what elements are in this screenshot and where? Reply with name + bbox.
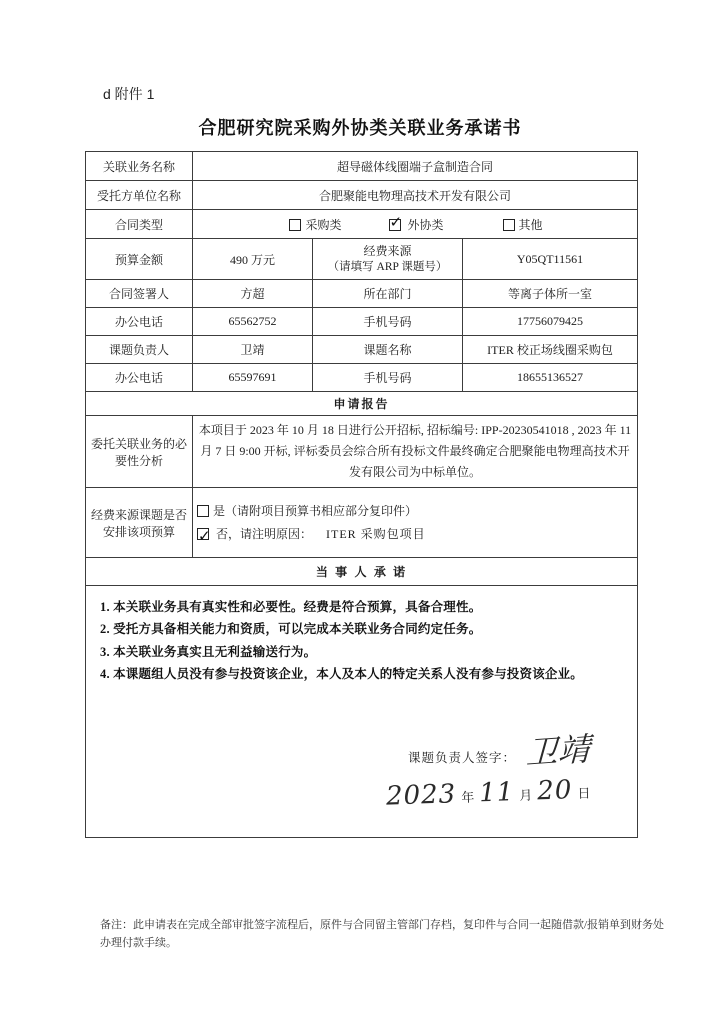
checkbox-unchecked-icon [289, 219, 301, 231]
handwritten-day: 20 [536, 775, 573, 807]
mobile-label: 手机号码 [313, 308, 463, 336]
handwritten-year: 2023 [385, 779, 457, 812]
necessity-label: 委托关联业务的必要性分析 [86, 416, 193, 488]
funding-source-value: Y05QT11561 [463, 239, 638, 280]
table-row [86, 181, 638, 210]
budget-arranged-label: 经费来源课题是否安排该项预算 [86, 488, 193, 558]
commitment-cell [86, 586, 638, 838]
table-row [86, 392, 638, 416]
signer-value: 方超 [193, 280, 313, 308]
commitment-list [90, 588, 633, 685]
business-name-label: 关联业务名称 [86, 152, 193, 181]
checkbox-checked-icon: ✓ [198, 526, 211, 545]
office-phone-value: 65562752 [193, 308, 313, 336]
table-row [86, 558, 638, 586]
contract-type-options [193, 210, 638, 239]
project-name-value: ITER 校正场线圈采购包 [463, 336, 638, 364]
table-row [86, 364, 638, 392]
attachment-label: d 附件 1 [103, 86, 155, 102]
commitment-item: 4. 本课题组人员没有参与投资该企业，本人及本人的特定关系人没有参与投资该企业。 [100, 666, 584, 681]
month-unit: 月 [519, 787, 533, 803]
table-row [86, 280, 638, 308]
necessity-text: 本项目于 2023 年 10 月 18 日进行公开招标, 招标编号: IPP-20230541018 , 2023 年 11 月 7 日 9:00 开标, 评标委员会综合所有投标文件最终确定合肥聚能电物理高技术开发有限公司为中标单位。 [193, 416, 638, 488]
office-phone-label: 办公电话 [86, 308, 193, 336]
budget-label: 预算金额 [86, 239, 193, 280]
funding-source-label: 经费来源 （请填写 ARP 课题号） [313, 239, 463, 280]
table-row [86, 336, 638, 364]
commitment-header: 当 事 人 承 诺 [86, 558, 638, 586]
table-row [86, 586, 638, 838]
budget-arranged-options [193, 488, 638, 558]
checkbox-unchecked-icon [503, 219, 515, 231]
commitment-item: 3. 本关联业务真实且无利益输送行为。 [100, 644, 317, 659]
table-row [86, 239, 638, 280]
signer-label: 合同签署人 [86, 280, 193, 308]
business-name-value: 超导磁体线圈端子盒制造合同 [193, 152, 638, 181]
budget-value: 490 万元 [193, 239, 313, 280]
contract-type-option-other: 其他 [503, 218, 543, 232]
commitment-item: 1. 本关联业务具有真实性和必要性。经费是符合预算，具备合理性。 [100, 600, 482, 614]
department-value: 等离子体所一室 [463, 280, 638, 308]
handwritten-signature: 卫靖 [525, 729, 591, 773]
signature-label: 课题负责人签字： [408, 751, 517, 765]
office-phone-2-label: 办公电话 [86, 364, 193, 392]
signature-date-line [386, 774, 596, 811]
handwritten-month: 11 [478, 777, 515, 809]
year-unit: 年 [461, 789, 475, 806]
contract-type-option-outsourcing: ✓ 外协类 [389, 212, 444, 232]
day-unit: 日 [577, 785, 591, 801]
footer-note: 备注：此申请表在完成全部审批签字流程后，原件与合同留主管部门存档，复印件与合同一起随借款/报销单到财务处办理付款手续。 [100, 919, 665, 950]
mobile-value: 17756079425 [463, 308, 638, 336]
table-row [86, 488, 638, 558]
budget-arranged-no-reason: ITER 采购包项目 [326, 526, 426, 541]
document-title: 合肥研究院采购外协类关联业务承诺书 [198, 118, 522, 138]
contract-type-label: 合同类型 [86, 210, 193, 239]
leader-label: 课题负责人 [86, 336, 193, 364]
checkbox-checked-icon: ✓ [389, 212, 403, 231]
leader-value: 卫靖 [193, 336, 313, 364]
mobile-2-value: 18655136527 [463, 364, 638, 392]
checkbox-unchecked-icon [197, 505, 209, 517]
application-report-header: 申请报告 [86, 392, 638, 416]
office-phone-2-value: 65597691 [193, 364, 313, 392]
table-row [86, 308, 638, 336]
mobile-2-label: 手机号码 [313, 364, 463, 392]
signature-line [408, 726, 590, 772]
trustee-unit-value: 合肥聚能电物理高技术开发有限公司 [193, 181, 638, 210]
commitment-form-table [85, 151, 638, 838]
project-name-label: 课题名称 [313, 336, 463, 364]
trustee-unit-label: 受托方单位名称 [86, 181, 193, 210]
table-row [86, 152, 638, 181]
budget-arranged-yes-option: 是（请附项目预算书相应部分复印件） [197, 500, 633, 523]
table-row [86, 416, 638, 488]
budget-arranged-no-option: ✓ 否，请注明原因： ITER 采购包项目 [198, 526, 426, 545]
department-label: 所在部门 [313, 280, 463, 308]
commitment-item: 2. 受托方具备相关能力和资质，可以完成本关联业务合同约定任务。 [100, 622, 482, 637]
table-row [86, 210, 638, 239]
contract-type-option-purchase: 采购类 [289, 218, 341, 232]
